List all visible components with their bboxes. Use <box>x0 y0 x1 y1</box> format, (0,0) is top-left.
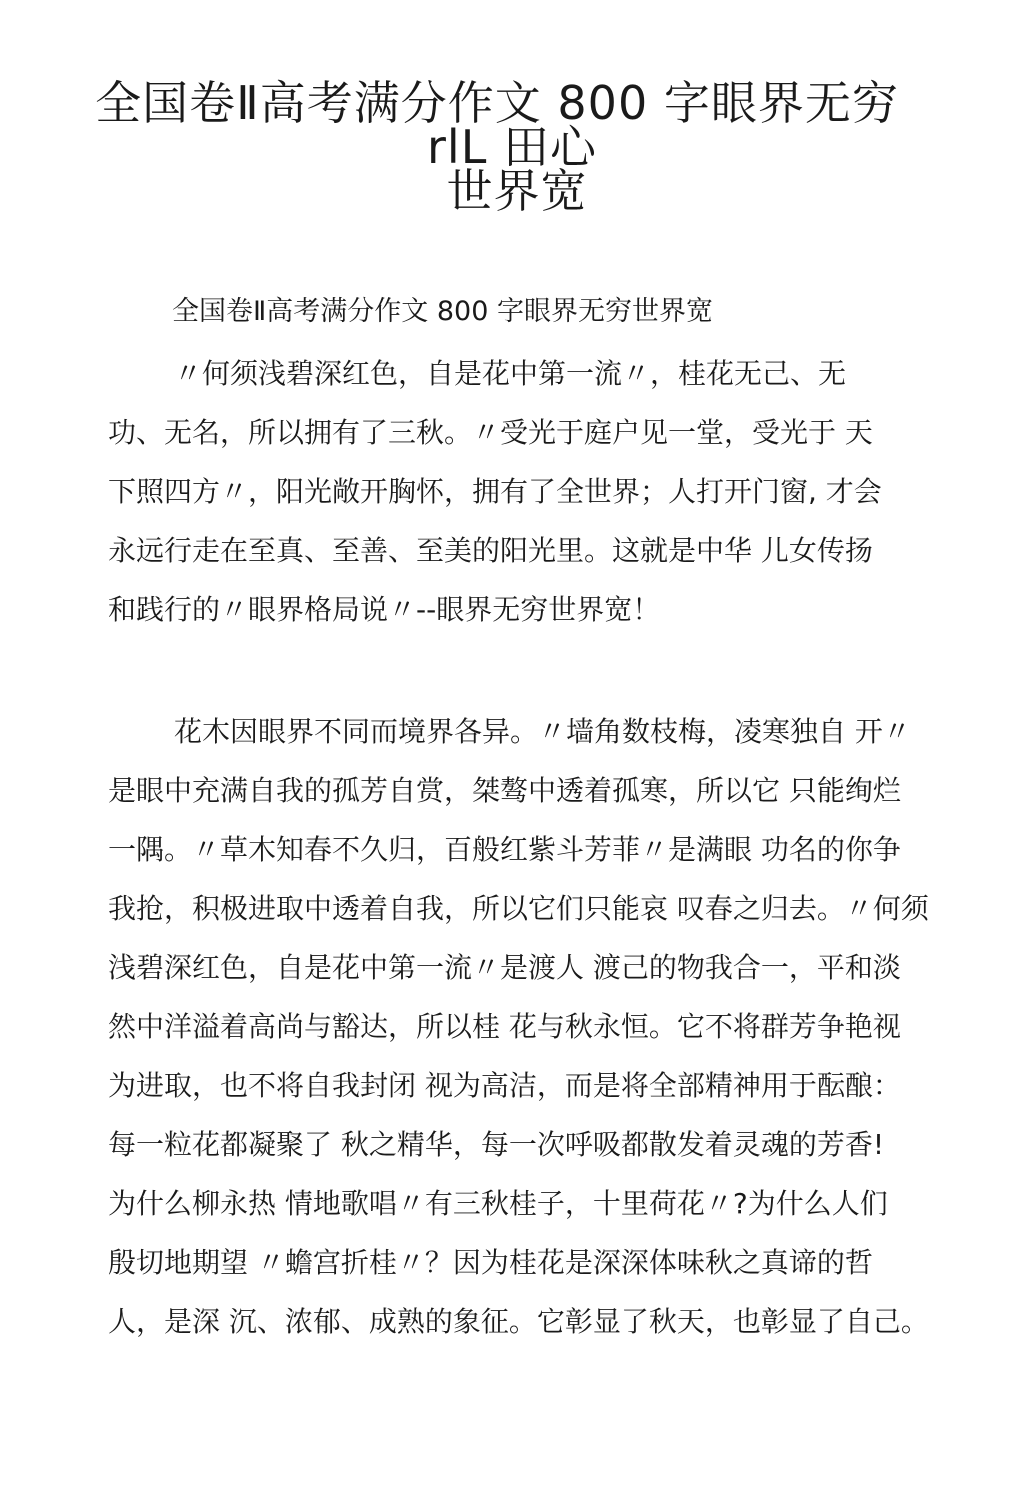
paragraph-line: 功、无名，所以拥有了三秋。〃受光于庭户见一堂，受光于 天 <box>108 416 873 449</box>
title-line-2: rlL 田心 <box>427 120 597 174</box>
paragraph-2 <box>108 702 948 1351</box>
paragraph-line: 永远行走在至真、至善、至美的阳光里。这就是中华 儿女传扬 <box>108 534 873 567</box>
paragraph-line: 殷切地期望 〃蟾宫折桂〃？因为桂花是深深体味秋之真谛的哲 <box>108 1246 873 1279</box>
paragraph-line: 为什么柳永热 情地歌唱〃有三秋桂子，十里荷花〃?为什么人们 <box>108 1187 888 1220</box>
paragraph-line: 下照四方〃，阳光敞开胸怀，拥有了全世界；人打开门窗, 才会 <box>108 475 882 508</box>
document-title <box>0 78 1024 216</box>
title-line-3: 世界宽 <box>446 164 588 218</box>
paragraph-line: 人，是深 沉、浓郁、成熟的象征。它彰显了秋天，也彰显了自己。 <box>108 1305 929 1338</box>
paragraph-line: 为进取，也不将自我封闭 视为高洁，而是将全部精神用于酝酿： <box>108 1069 901 1102</box>
paragraph-line: 每一粒花都凝聚了 秋之精华，每一次呼吸都散发着灵魂的芳香! <box>108 1128 885 1161</box>
paragraph-line: 浅碧深红色，自是花中第一流〃是渡人 渡己的物我合一，平和淡 <box>108 951 901 984</box>
title-line-1: 全国卷Ⅱ高考满分作文 800 字眼界无穷 <box>95 76 899 130</box>
document-subtitle: 全国卷Ⅱ高考满分作文 800 字眼界无穷世界宽 <box>172 296 713 327</box>
paragraph-line: 花木因眼界不同而境界各异。〃墙角数枝梅，凌寒独自 开〃 <box>174 715 911 748</box>
paragraph-1 <box>108 344 948 639</box>
paragraph-line: 是眼中充满自我的孤芳自赏，桀骜中透着孤寒，所以它 只能绚烂 <box>108 774 901 807</box>
paragraph-line: 我抢，积极进取中透着自我，所以它们只能哀 叹春之归去。〃何须 <box>108 892 929 925</box>
paragraph-line: 〃何须浅碧深红色，自是花中第一流〃，桂花无己、无 <box>174 357 847 390</box>
paragraph-line: 然中洋溢着高尚与豁达，所以桂 花与秋永恒。它不将群芳争艳视 <box>108 1010 901 1043</box>
paragraph-line: 一隅。〃草木知春不久归，百般红紫斗芳菲〃是满眼 功名的你争 <box>108 833 901 866</box>
paragraph-line: 和践行的〃眼界格局说〃--眼界无穷世界宽！ <box>108 593 661 626</box>
